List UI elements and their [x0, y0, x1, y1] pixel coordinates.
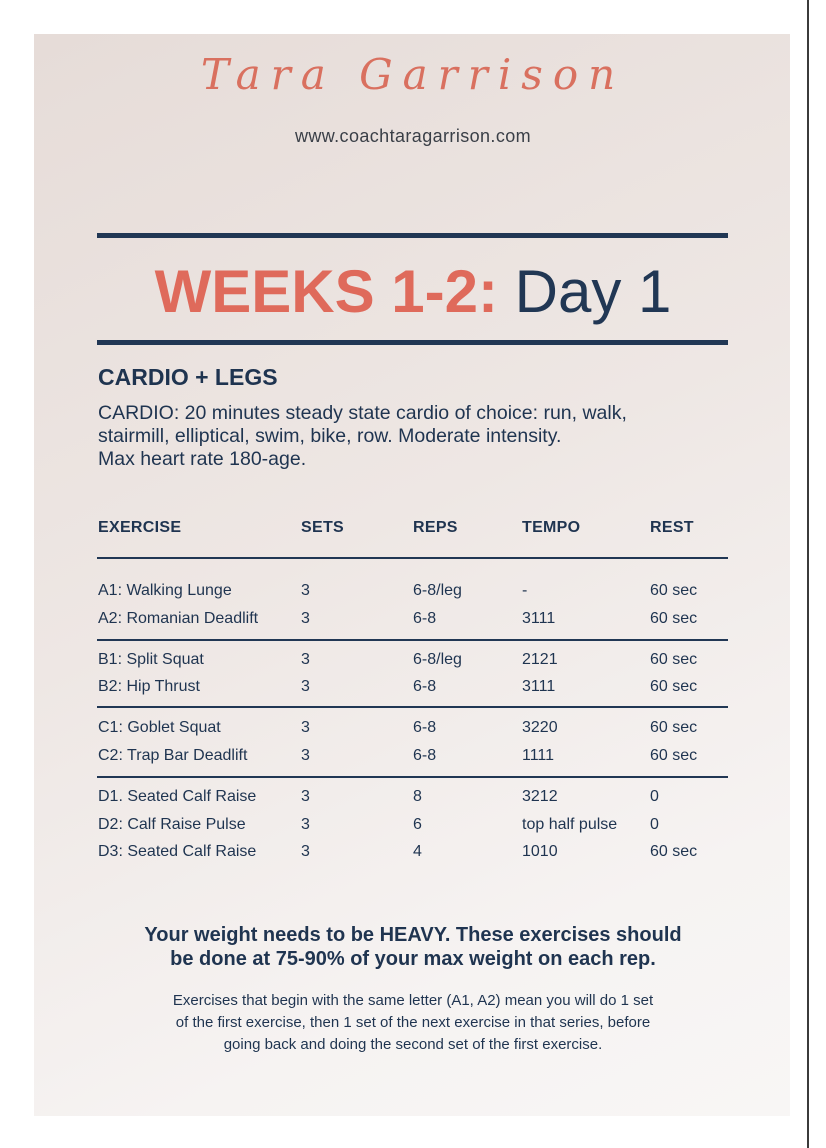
exercise-sets: 3: [301, 610, 310, 627]
exercise-tempo: 3111: [522, 610, 556, 627]
column-header-exercise: EXERCISE: [98, 519, 182, 536]
exercise-name: D2: Calf Raise Pulse: [98, 816, 246, 833]
cardio-description: [98, 402, 738, 471]
group-divider: [97, 706, 728, 708]
exercise-rest: 60 sec: [650, 843, 698, 860]
exercise-tempo: 1111: [522, 747, 555, 764]
exercise-reps: 6-8/leg: [413, 582, 462, 599]
page-title-weeks: WEEKS 1-2:: [154, 258, 498, 325]
exercise-sets: 3: [301, 747, 310, 764]
exercise-reps: 6-8: [413, 719, 437, 736]
brand-signature: Tara Garrison: [200, 50, 626, 99]
exercise-tempo: 3111: [522, 678, 556, 695]
exercise-tempo: 3220: [522, 719, 558, 736]
intensity-note-line: Your weight needs to be HEAVY. These exercises should: [144, 924, 682, 946]
cardio-line: Max heart rate 180-age.: [98, 448, 307, 470]
exercise-reps: 6-8: [413, 610, 437, 627]
column-header-tempo: TEMPO: [522, 519, 581, 536]
exercise-reps: 4: [413, 843, 422, 860]
exercise-sets: 3: [301, 582, 310, 599]
page-title: [0, 256, 826, 328]
exercise-rest: 60 sec: [650, 610, 698, 627]
brand-website: www.coachtaragarrison.com: [294, 126, 532, 146]
exercise-sets: 3: [301, 719, 310, 736]
exercise-name: A2: Romanian Deadlift: [98, 610, 259, 627]
section-title: CARDIO + LEGS: [98, 364, 278, 390]
column-header-rest: REST: [650, 519, 694, 536]
exercise-reps: 6-8: [413, 747, 437, 764]
exercise-name: A1: Walking Lunge: [98, 582, 232, 599]
exercise-reps: 6-8/leg: [413, 651, 462, 668]
exercise-name: D1. Seated Calf Raise: [98, 788, 257, 805]
exercise-name: C1: Goblet Squat: [98, 719, 221, 736]
exercise-name: C2: Trap Bar Deadlift: [98, 747, 248, 764]
exercise-sets: 3: [301, 651, 310, 668]
exercise-rest: 0: [650, 816, 659, 833]
exercise-tempo: 3212: [522, 788, 558, 805]
column-header-sets: SETS: [301, 519, 344, 536]
intensity-note-line: be done at 75-90% of your max weight on each rep.: [170, 948, 656, 970]
exercise-reps: 6-8: [413, 678, 437, 695]
group-divider: [97, 776, 728, 778]
exercise-rest: 60 sec: [650, 678, 698, 695]
exercise-rest: 0: [650, 788, 659, 805]
exercise-name: B2: Hip Thrust: [98, 678, 200, 695]
table-header-rule: [97, 557, 728, 559]
page-edge-line: [807, 0, 809, 1148]
cardio-line: CARDIO: 20 minutes steady state cardio of choice: run, walk,: [98, 402, 627, 424]
headline-bottom-rule: [97, 340, 728, 345]
exercise-rest: 60 sec: [650, 651, 698, 668]
exercise-rest: 60 sec: [650, 582, 698, 599]
group-divider: [97, 639, 728, 641]
page-title-day: Day 1: [497, 258, 672, 325]
superset-explanation: [0, 990, 826, 1056]
headline-top-rule: [97, 233, 728, 238]
superset-explanation-line: Exercises that begin with the same letter (A1, A2) mean you will do 1 set: [172, 992, 654, 1009]
exercise-sets: 3: [301, 843, 310, 860]
exercise-sets: 3: [301, 816, 310, 833]
exercise-rest: 60 sec: [650, 747, 698, 764]
exercise-reps: 8: [413, 788, 422, 805]
exercise-tempo: -: [522, 582, 528, 599]
intensity-note: [0, 923, 826, 971]
exercise-rest: 60 sec: [650, 719, 698, 736]
exercise-name: B1: Split Squat: [98, 651, 204, 668]
exercise-name: D3: Seated Calf Raise: [98, 843, 257, 860]
cardio-line: stairmill, elliptical, swim, bike, row. Moderate intensity.: [98, 425, 562, 447]
exercise-sets: 3: [301, 788, 310, 805]
exercise-tempo: 2121: [522, 651, 558, 668]
column-header-reps: REPS: [413, 519, 458, 536]
superset-explanation-line: of the first exercise, then 1 set of the next exercise in that series, before: [175, 1014, 651, 1031]
superset-explanation-line: going back and doing the second set of the first exercise.: [223, 1036, 603, 1053]
exercise-tempo: top half pulse: [522, 816, 618, 833]
exercise-tempo: 1010: [522, 843, 558, 860]
exercise-sets: 3: [301, 678, 310, 695]
exercise-reps: 6: [413, 816, 422, 833]
